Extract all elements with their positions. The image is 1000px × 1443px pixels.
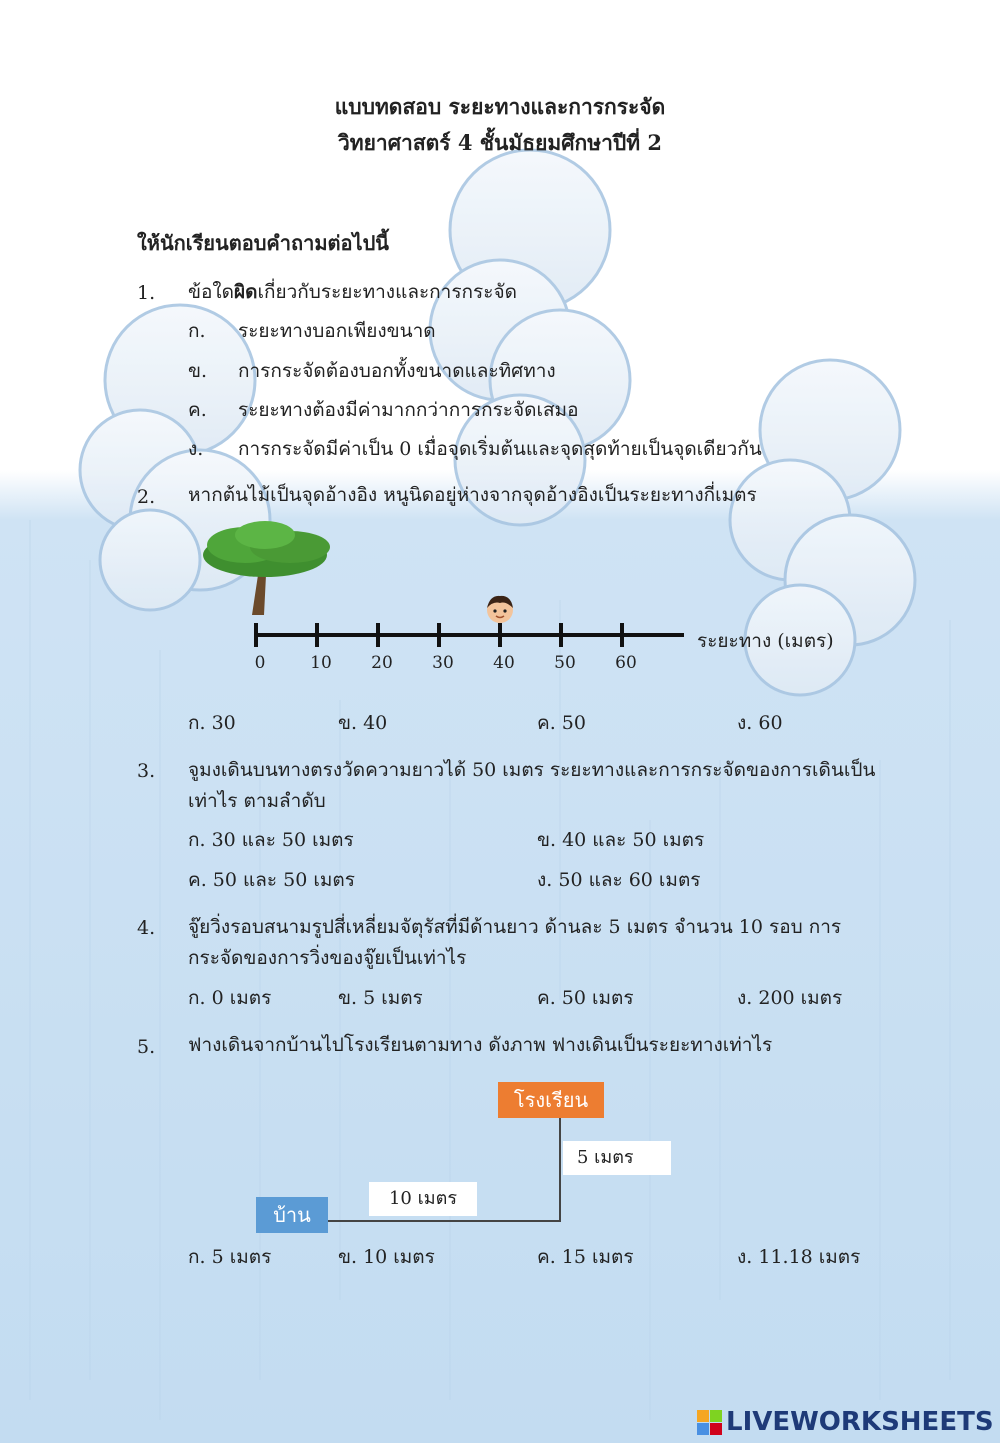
tick-label-20: 20 [371,653,393,673]
q2-number: 2. [137,486,156,508]
q5-question: ฟางเดินจากบ้านไปโรงเรียนตามทาง ดังภาพ ฟางเดินเป็นระยะทางเท่าไร [188,1034,773,1056]
page-title-line2: วิทยาศาสตร์ 4 ชั้นมัธยมศึกษาปีที่ 2 [337,130,662,155]
brand-name: LIVEWORKSHEETS [726,1407,994,1437]
q2-option-c[interactable]: ค. 50 [537,712,586,734]
q5-option-b[interactable]: ข. 10 เมตร [338,1246,435,1268]
instruction: ให้นักเรียนตอบคำถามต่อไปนี้ [137,231,389,255]
q2-option-d[interactable]: ง. 60 [737,712,783,734]
segment-label-5m: 5 เมตร [563,1141,671,1175]
q2-option-a[interactable]: ก. 30 [188,712,236,734]
q2-option-b[interactable]: ข. 40 [338,712,388,734]
q4-question-line2: กระจัดของการวิ่งของจู๊ยเป็นเท่าไร [188,947,467,969]
liveworksheets-logo[interactable] [697,1407,994,1437]
q4-number: 4. [137,917,156,939]
q1-option-a-text[interactable]: ระยะทางบอกเพียงขนาด [238,320,436,342]
q3-option-b[interactable]: ข. 40 และ 50 เมตร [537,829,705,851]
segment-label-10m: 10 เมตร [369,1182,477,1216]
q2-axis-label: ระยะทาง (เมตร) [697,630,834,652]
q1-option-d-label[interactable]: ง. [188,438,204,460]
q1-text-bold: ผิด [234,281,258,303]
tick-label-0: 0 [254,653,266,673]
q4-option-b[interactable]: ข. 5 เมตร [338,987,423,1009]
q1-option-a-label[interactable]: ก. [188,320,206,342]
q1-option-b-text[interactable]: การกระจัดต้องบอกทั้งขนาดและทิศทาง [238,360,556,382]
q1-option-c-text[interactable]: ระยะทางต้องมีค่ามากกว่าการกระจัดเสมอ [238,399,579,421]
q3-number: 3. [137,760,156,782]
q3-question-line1: จูมงเดินบนทางตรงวัดความยาวได้ 50 เมตร ระยะทางและการกระจัดของการเดินเป็น [188,759,876,781]
page-title-line1: แบบทดสอบ ระยะทางและการกระจัด [334,94,666,119]
q3-question-line2: เท่าไร ตามลำดับ [188,790,326,812]
q4-question-line1: จู๊ยวิ่งรอบสนามรูปสี่เหลี่ยมจัตุรัสที่มีด้านยาว ด้านละ 5 เมตร จำนวน 10 รอบ การ [188,916,842,938]
q4-option-a[interactable]: ก. 0 เมตร [188,987,272,1009]
tick-label-50: 50 [554,653,576,673]
school-box: โรงเรียน [498,1082,604,1118]
q5-option-d[interactable]: ง. 11.18 เมตร [737,1246,861,1268]
tick-label-40: 40 [493,653,515,673]
q3-option-d[interactable]: ง. 50 และ 60 เมตร [537,869,701,891]
q3-option-c[interactable]: ค. 50 และ 50 เมตร [188,869,355,891]
q4-option-c[interactable]: ค. 50 เมตร [537,987,634,1009]
q1-option-c-label[interactable]: ค. [188,399,207,421]
q1-option-b-label[interactable]: ข. [188,360,208,382]
q1-text-pre: ข้อใด [188,281,235,303]
liveworksheets-logo-icon [697,1410,722,1435]
tick-label-30: 30 [432,653,454,673]
q1-text-post: เกี่ยวกับระยะทางและการกระจัด [257,281,517,303]
tick-label-60: 60 [615,653,637,673]
q5-option-c[interactable]: ค. 15 เมตร [537,1246,634,1268]
q1-number: 1. [137,282,156,304]
home-box: บ้าน [256,1197,328,1233]
q3-option-a[interactable]: ก. 30 และ 50 เมตร [188,829,354,851]
q2-question: หากต้นไม้เป็นจุดอ้างอิง หนูนิดอยู่ห่างจากจุดอ้างอิงเป็นระยะทางกี่เมตร [188,484,757,506]
tick-label-10: 10 [310,653,332,673]
q5-option-a[interactable]: ก. 5 เมตร [188,1246,272,1268]
q5-number: 5. [137,1036,156,1058]
q1-option-d-text[interactable]: การกระจัดมีค่าเป็น 0 เมื่อจุดเริ่มต้นและจุดสุดท้ายเป็นจุดเดียวกัน [238,438,762,460]
q4-option-d[interactable]: ง. 200 เมตร [737,987,843,1009]
